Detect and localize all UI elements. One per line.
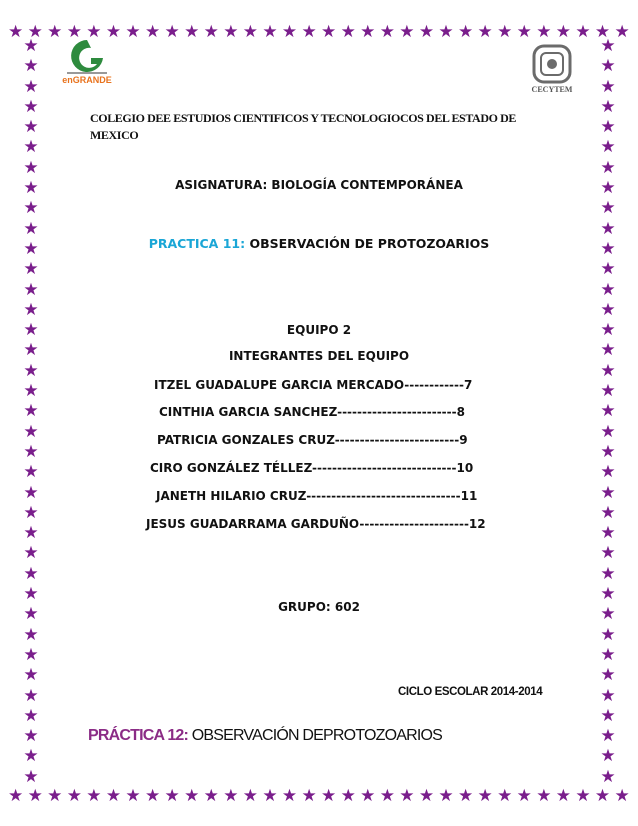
star-icon: ★	[600, 56, 616, 77]
star-icon: ★	[497, 21, 513, 42]
star-icon: ★	[600, 117, 616, 138]
star-icon: ★	[600, 299, 616, 320]
star-icon: ★	[321, 785, 337, 806]
star-icon: ★	[600, 604, 616, 625]
star-icon: ★	[600, 320, 616, 341]
star-icon: ★	[360, 785, 376, 806]
star-icon: ★	[575, 21, 591, 42]
star-icon: ★	[600, 96, 616, 117]
star-icon: ★	[600, 441, 616, 462]
star-icon: ★	[600, 482, 616, 503]
star-icon: ★	[23, 584, 39, 605]
star-icon: ★	[516, 21, 532, 42]
star-icon: ★	[600, 360, 616, 381]
star-icon: ★	[23, 563, 39, 584]
star-icon: ★	[600, 238, 616, 259]
star-icon: ★	[536, 21, 552, 42]
school-cycle: CICLO ESCOLAR 2014-2014	[398, 686, 543, 698]
star-icon: ★	[600, 624, 616, 645]
star-icon: ★	[457, 21, 474, 42]
star-icon: ★	[23, 381, 39, 402]
star-icon: ★	[27, 785, 43, 806]
star-icon: ★	[600, 340, 616, 361]
star-icon: ★	[600, 401, 616, 422]
members-title: INTEGRANTES DEL EQUIPO	[228, 349, 410, 363]
star-icon: ★	[23, 56, 39, 77]
star-icon: ★	[164, 785, 180, 806]
star-icon: ★	[379, 21, 395, 42]
edomex-engrande-logo	[47, 36, 127, 86]
star-icon: ★	[23, 76, 39, 97]
star-icon: ★	[516, 785, 532, 806]
star-icon: ★	[23, 279, 39, 300]
group-label: GRUPO: 602	[278, 600, 360, 614]
star-icon: ★	[23, 96, 39, 117]
star-icon: ★	[47, 785, 63, 806]
star-icon: ★	[600, 137, 616, 158]
star-icon: ★	[600, 665, 616, 686]
star-icon: ★	[536, 785, 552, 806]
cecytem-logo-text: CECYTEM	[531, 85, 573, 94]
star-icon: ★	[223, 785, 239, 806]
star-icon: ★	[600, 705, 616, 726]
star-icon: ★	[86, 21, 102, 42]
cecytem-logo	[520, 44, 584, 94]
star-icon: ★	[600, 178, 616, 199]
star-icon: ★	[66, 785, 82, 806]
star-icon: ★	[555, 785, 571, 806]
school-name: COLEGIO DEE ESTUDIOS CIENTIFICOS Y TECNOLOGIOCOS DEL ESTADO DE MEXICO	[90, 111, 516, 142]
star-icon: ★	[399, 21, 415, 42]
star-icon: ★	[23, 523, 39, 544]
star-icon: ★	[184, 785, 200, 806]
star-icon: ★	[555, 21, 571, 42]
practice-12-title: OBSERVACIÓN DEPROTOZOARIOS	[188, 727, 443, 744]
star-icon: ★	[23, 137, 39, 158]
star-icon: ★	[600, 766, 616, 787]
member-item: JESUS GUADARRAMA GARDUÑO----------------------12	[146, 517, 486, 531]
star-icon: ★	[594, 21, 611, 42]
member-item: PATRICIA GONZALES CRUZ-------------------------9	[157, 433, 468, 447]
star-icon: ★	[23, 36, 39, 56]
star-icon: ★	[340, 785, 356, 806]
star-icon: ★	[23, 462, 39, 483]
star-icon: ★	[23, 665, 39, 686]
member-item: ITZEL GUADALUPE GARCIA MERCADO------------7	[154, 378, 473, 392]
star-icon: ★	[600, 543, 616, 564]
star-icon: ★	[379, 785, 395, 806]
star-icon: ★	[600, 76, 616, 97]
star-icon: ★	[23, 441, 39, 462]
star-icon: ★	[477, 785, 493, 806]
practice-11-label: PRACTICA 11:	[148, 236, 246, 251]
star-icon: ★	[23, 157, 39, 178]
star-icon: ★	[340, 21, 356, 42]
star-icon: ★	[23, 624, 39, 645]
star-icon: ★	[23, 685, 39, 706]
star-icon: ★	[23, 604, 39, 625]
star-icon: ★	[281, 21, 298, 42]
star-icon: ★	[594, 785, 611, 806]
star-icon: ★	[23, 644, 39, 665]
star-icon: ★	[23, 360, 39, 381]
star-icon: ★	[438, 21, 454, 42]
star-icon: ★	[600, 157, 616, 178]
star-icon: ★	[600, 644, 616, 665]
star-icon: ★	[184, 21, 200, 42]
star-icon: ★	[600, 584, 616, 605]
star-icon: ★	[600, 726, 616, 747]
star-icon: ★	[203, 21, 219, 42]
star-icon: ★	[600, 746, 616, 767]
star-icon: ★	[418, 785, 435, 806]
star-icon: ★	[23, 238, 39, 259]
star-icon: ★	[321, 21, 337, 42]
star-icon: ★	[575, 785, 591, 806]
star-icon: ★	[614, 785, 630, 806]
star-icon: ★	[8, 21, 24, 42]
star-icon: ★	[600, 218, 616, 239]
star-icon: ★	[262, 785, 278, 806]
star-icon: ★	[600, 563, 616, 584]
star-icon: ★	[23, 117, 39, 138]
star-icon: ★	[600, 502, 616, 523]
star-icon: ★	[600, 36, 616, 56]
star-icon: ★	[47, 21, 63, 42]
star-icon: ★	[125, 785, 141, 806]
star-border-right	[597, 38, 619, 786]
star-icon: ★	[242, 785, 258, 806]
star-icon: ★	[105, 21, 122, 42]
practice-12-label: PRÁCTICA 12:	[88, 727, 189, 744]
member-item: CINTHIA GARCIA SANCHEZ------------------------8	[159, 405, 465, 419]
star-icon: ★	[23, 299, 39, 320]
star-icon: ★	[281, 785, 298, 806]
star-icon: ★	[23, 766, 39, 787]
engrande-logo-text: enGRANDE	[62, 75, 112, 85]
member-item: JANETH HILARIO CRUZ-------------------------------11	[156, 489, 478, 503]
subject-heading: ASIGNATURA: BIOLOGÍA CONTEMPORÁNEA	[175, 178, 463, 192]
star-border-left	[20, 38, 42, 786]
star-icon: ★	[418, 21, 435, 42]
star-icon: ★	[144, 785, 161, 806]
star-icon: ★	[23, 178, 39, 199]
star-icon: ★	[164, 21, 180, 42]
star-icon: ★	[438, 785, 454, 806]
star-icon: ★	[301, 21, 317, 42]
star-icon: ★	[477, 21, 493, 42]
star-icon: ★	[457, 785, 474, 806]
star-icon: ★	[360, 21, 376, 42]
star-icon: ★	[614, 21, 630, 42]
star-icon: ★	[301, 785, 317, 806]
star-icon: ★	[23, 421, 39, 442]
star-icon: ★	[399, 785, 415, 806]
star-icon: ★	[600, 259, 616, 280]
star-icon: ★	[23, 746, 39, 767]
star-icon: ★	[144, 21, 161, 42]
star-icon: ★	[600, 462, 616, 483]
star-icon: ★	[23, 218, 39, 239]
star-icon: ★	[23, 502, 39, 523]
star-icon: ★	[242, 21, 258, 42]
star-icon: ★	[600, 523, 616, 544]
star-icon: ★	[66, 21, 82, 42]
star-icon: ★	[125, 21, 141, 42]
star-icon: ★	[23, 543, 39, 564]
star-icon: ★	[23, 198, 39, 219]
star-icon: ★	[23, 259, 39, 280]
practice-11-title: OBSERVACIÓN DE PROTOZOARIOS	[245, 236, 490, 251]
practice-11-heading	[0, 236, 638, 251]
star-icon: ★	[27, 21, 43, 42]
star-icon: ★	[600, 685, 616, 706]
star-icon: ★	[600, 421, 616, 442]
member-item: CIRO GONZÁLEZ TÉLLEZ-----------------------------10	[150, 461, 474, 475]
star-icon: ★	[105, 785, 122, 806]
star-icon: ★	[23, 340, 39, 361]
star-icon: ★	[203, 785, 219, 806]
star-icon: ★	[497, 785, 513, 806]
star-border-bottom	[8, 786, 630, 806]
star-icon: ★	[86, 785, 102, 806]
star-icon: ★	[8, 785, 24, 806]
star-icon: ★	[23, 482, 39, 503]
team-name: EQUIPO 2	[286, 323, 352, 337]
star-icon: ★	[600, 381, 616, 402]
star-icon: ★	[23, 320, 39, 341]
star-icon: ★	[23, 726, 39, 747]
star-icon: ★	[23, 401, 39, 422]
practice-12-heading	[88, 727, 442, 745]
star-icon: ★	[600, 279, 616, 300]
star-icon: ★	[23, 705, 39, 726]
star-icon: ★	[600, 198, 616, 219]
star-icon: ★	[262, 21, 278, 42]
star-icon: ★	[223, 21, 239, 42]
